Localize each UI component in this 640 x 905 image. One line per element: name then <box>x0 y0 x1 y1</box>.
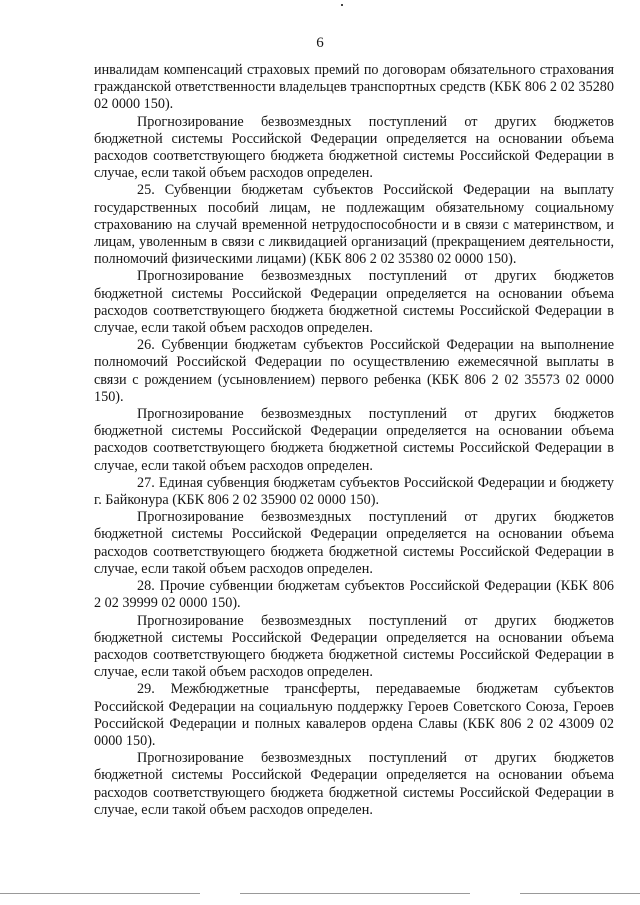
page-number: 6 <box>316 35 324 51</box>
paragraph-item-25: 25. Субвенции бюджетам субъектов Российской Федерации на выплату государственных пособий лицам, не подлежащим обязательному социальному страхованию на случай временной нетрудоспособности и в связи с материнством, и лицам, уволенным в связи с ликвидацией организаций (прекращением деятельности, полномочий физическими лицами) (КБК 806 2 02 35380 02 0000 150). <box>94 182 614 268</box>
paragraph-forecast: Прогнозирование безвозмездных поступлений от других бюджетов бюджетной системы Российской Федерации определяется на основании объема расходов соответствующего бюджета бюджетной системы Российской Федерации в случае, если такой объем расходов определен. <box>94 750 614 818</box>
paragraph-item-27: 27. Единая субвенция бюджетам субъектов Российской Федерации и бюджету г. Байконура (КБК 806 2 02 35900 02 0000 150). <box>94 474 614 509</box>
paragraph-forecast: Прогнозирование безвозмездных поступлений от других бюджетов бюджетной системы Российской Федерации определяется на основании объема расходов соответствующего бюджета бюджетной системы Российской Федерации в случае, если такой объем расходов определен. <box>94 406 614 474</box>
paragraph-forecast: Прогнозирование безвозмездных поступлений от других бюджетов бюджетной системы Российской Федерации определяется на основании объема расходов соответствующего бюджета бюджетной системы Российской Федерации в случае, если такой объем расходов определен. <box>94 509 614 577</box>
paragraph-item-29: 29. Межбюджетные трансферты, передаваемые бюджетам субъектов Российской Федерации на социальную поддержку Героев Советского Союза, Героев Российской Федерации и полных кавалеров ордена Славы (КБК 806 2 02 43009 02 0000 150). <box>94 681 614 749</box>
scan-edge-line <box>0 893 200 894</box>
paragraph-forecast: Прогнозирование безвозмездных поступлений от других бюджетов бюджетной системы Российской Федерации определяется на основании объема расходов соответствующего бюджета бюджетной системы Российской Федерации в случае, если такой объем расходов определен. <box>94 113 614 182</box>
paragraph-forecast: Прогнозирование безвозмездных поступлений от других бюджетов бюджетной системы Российской Федерации определяется на основании объема расходов соответствующего бюджета бюджетной системы Российской Федерации в случае, если такой объем расходов определен. <box>94 612 614 681</box>
scan-edge-line <box>240 893 470 894</box>
paragraph-forecast: Прогнозирование безвозмездных поступлений от других бюджетов бюджетной системы Российской Федерации определяется на основании объема расходов соответствующего бюджета бюджетной системы Российской Федерации в случае, если такой объем расходов определен. <box>94 268 614 337</box>
paragraph-continuation: инвалидам компенсаций страховых премий по договорам обязательного страхования гражданской ответственности владельцев транспортных средств (КБК 806 2 02 35280 02 0000 150). <box>94 62 614 113</box>
scan-speck <box>341 4 343 6</box>
paragraph-item-26: 26. Субвенции бюджетам субъектов Российской Федерации на выполнение полномочий Российской Федерации по осуществлению ежемесячной выплаты в связи с рождением (усыновлением) первого ребенка (КБК 806 2 02 35573 02 0000 150). <box>94 337 614 405</box>
paragraph-item-28: 28. Прочие субвенции бюджетам субъектов Российской Федерации (КБК 806 2 02 39999 02 0000 150). <box>94 578 614 612</box>
document-body <box>94 62 614 819</box>
scan-edge-line <box>520 893 640 894</box>
